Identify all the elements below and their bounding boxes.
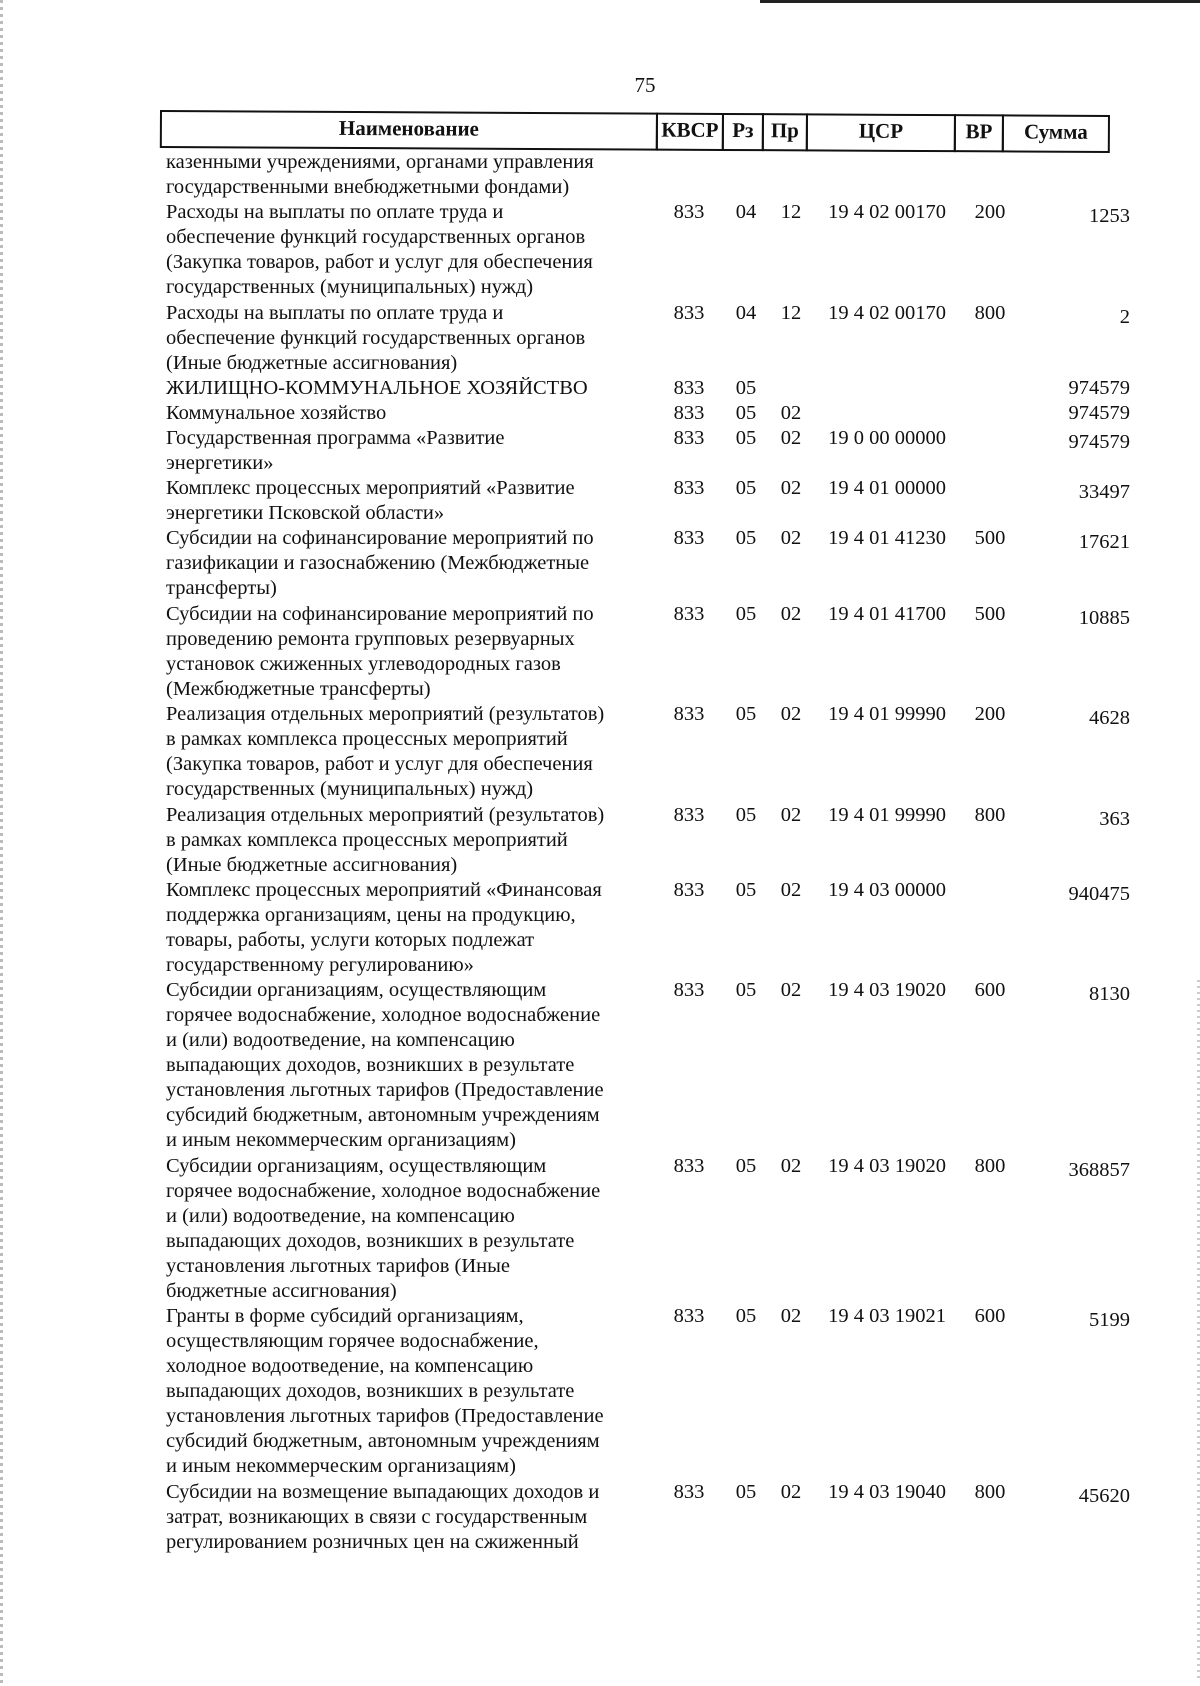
row-name-line: бюджетные ассигнования)	[166, 1279, 397, 1302]
row-name-line: Государственная программа «Развитие	[166, 427, 505, 450]
row-name-line: Коммунальное хозяйство	[166, 401, 387, 424]
cell-csr: 19 4 03 00000	[828, 878, 946, 901]
cell-kvsr: 833	[673, 376, 705, 399]
cell-kvsr: 833	[673, 401, 705, 424]
row-name-line: Реализация отдельных мероприятий (результатов)	[166, 803, 605, 826]
page-number: 75	[634, 73, 656, 97]
cell-sum: 2	[1119, 305, 1130, 328]
row-name-line: энергетики Псковской области»	[166, 502, 445, 525]
row-name-line: Расходы на выплаты по оплате труда и	[166, 301, 504, 324]
cell-kvsr: 833	[673, 427, 705, 450]
table-row	[0, 978, 1200, 1154]
row-name-line: (Иные бюджетные ассигнования)	[166, 853, 458, 876]
cell-kvsr: 833	[673, 878, 705, 901]
cell-vr: 800	[974, 1154, 1006, 1177]
cell-csr: 19 0 00 00000	[828, 427, 946, 450]
cell-rz: 05	[735, 878, 757, 901]
cell-rz: 05	[735, 1154, 757, 1177]
row-name-line: (Закупка товаров, работ и услуг для обеспечения	[166, 251, 593, 274]
cell-vr: 600	[974, 1305, 1006, 1328]
cell-kvsr: 833	[673, 1305, 705, 1328]
row-name-line: трансферты)	[166, 577, 277, 600]
table-row	[0, 526, 1200, 601]
header-vr: ВР	[954, 114, 1004, 152]
cell-csr: 19 4 01 99990	[828, 803, 946, 826]
cell-kvsr: 833	[673, 979, 705, 1002]
cell-kvsr: 833	[673, 703, 705, 726]
row-name-line: ЖИЛИЩНО-КОММУНАЛЬНОЕ ХОЗЯЙСТВО	[166, 376, 588, 399]
row-name-line: Субсидии на возмещение выпадающих доходов и	[166, 1481, 600, 1504]
row-name-line: холодное водоотведение, на компенсацию	[166, 1355, 534, 1378]
cell-rz: 05	[735, 803, 757, 826]
cell-sum: 940475	[1068, 882, 1130, 905]
row-name-line: и (или) водоотведение, на компенсацию	[166, 1029, 515, 1052]
table-row	[0, 150, 1200, 200]
cell-sum: 974579	[1068, 376, 1130, 399]
table-row	[0, 878, 1200, 978]
row-name-line: выпадающих доходов, возникших в результате	[166, 1054, 575, 1077]
cell-sum: 33497	[1078, 481, 1130, 504]
cell-csr: 19 4 03 19020	[828, 979, 946, 1002]
row-name-line: Комплекс процессных мероприятий «Финансовая	[166, 878, 602, 901]
row-name	[166, 803, 646, 878]
cell-rz: 05	[735, 602, 757, 625]
row-name	[166, 426, 646, 476]
row-name-line: проведению ремонта групповых резервуарных	[166, 627, 575, 650]
row-name-line: энергетики»	[166, 452, 274, 475]
row-name	[166, 878, 646, 978]
row-name-line: газификации и газоснабжению (Межбюджетные	[166, 552, 590, 575]
row-name-line: Субсидии организациям, осуществляющим	[166, 1154, 547, 1177]
cell-vr: 200	[974, 703, 1006, 726]
table-row	[0, 200, 1200, 300]
cell-vr: 800	[974, 1481, 1006, 1504]
cell-vr: 500	[974, 602, 1006, 625]
table-row	[0, 1480, 1200, 1555]
row-name-line: государственному регулированию»	[166, 953, 474, 976]
row-name-line: государственными внебюджетными фондами)	[166, 176, 570, 198]
row-name-line: и иным некоммерческим организациям)	[166, 1129, 516, 1152]
cell-sum: 8130	[1089, 983, 1130, 1006]
table-row	[0, 401, 1200, 426]
cell-vr: 800	[974, 301, 1006, 324]
row-name-line: государственных (муниципальных) нужд)	[166, 778, 534, 801]
cell-csr: 19 4 02 00170	[828, 201, 946, 224]
row-name-line: товары, работы, услуги которых подлежат	[166, 928, 535, 951]
cell-sum: 974579	[1068, 431, 1130, 454]
row-name-line: государственных (муниципальных) нужд)	[166, 276, 534, 299]
cell-csr: 19 4 01 41700	[828, 602, 946, 625]
table-row	[0, 1304, 1200, 1480]
row-name-line: Субсидии организациям, осуществляющим	[166, 979, 547, 1002]
cell-rz: 05	[735, 427, 757, 450]
cell-kvsr: 833	[673, 477, 705, 500]
cell-vr: 500	[974, 527, 1006, 550]
cell-rz: 05	[735, 527, 757, 550]
row-name	[166, 526, 646, 601]
row-name	[166, 978, 646, 1153]
cell-sum: 4628	[1089, 707, 1130, 730]
cell-kvsr: 833	[673, 527, 705, 550]
cell-kvsr: 833	[673, 1481, 705, 1504]
row-name-line: Субсидии на софинансирование мероприятий по	[166, 527, 594, 550]
row-name-line: Субсидии на софинансирование мероприятий по	[166, 602, 594, 625]
row-name-line: установления льготных тарифов (Предоставление	[166, 1405, 604, 1428]
row-name	[166, 1480, 646, 1555]
row-name-line: субсидий бюджетным, автономным учреждениям	[166, 1104, 600, 1127]
row-name-line: (Межбюджетные трансферты)	[166, 677, 431, 700]
cell-rz: 05	[735, 477, 757, 500]
row-name	[166, 200, 646, 300]
cell-sum: 45620	[1078, 1485, 1130, 1508]
cell-pr: 02	[780, 878, 802, 901]
row-name-line: установления льготных тарифов (Предоставление	[166, 1079, 604, 1102]
row-name	[166, 702, 646, 802]
row-name-line: поддержка организациям, цены на продукцию,	[166, 903, 576, 926]
cell-csr: 19 4 03 19021	[828, 1305, 946, 1328]
row-name-line: выпадающих доходов, возникших в результате	[166, 1229, 575, 1252]
cell-pr: 02	[780, 703, 802, 726]
row-name-line: регулированием розничных цен на сжиженный	[166, 1531, 579, 1554]
row-name	[166, 1304, 646, 1479]
cell-rz: 05	[735, 401, 757, 424]
row-name-line: (Закупка товаров, работ и услуг для обеспечения	[166, 753, 593, 776]
row-name-line: Расходы на выплаты по оплате труда и	[166, 201, 504, 224]
cell-pr: 02	[780, 477, 802, 500]
row-name-line: выпадающих доходов, возникших в результате	[166, 1380, 575, 1403]
table-row	[0, 803, 1200, 878]
cell-csr: 19 4 02 00170	[828, 301, 946, 324]
row-name-line: субсидий бюджетным, автономным учреждениям	[166, 1430, 600, 1453]
cell-vr: 800	[974, 803, 1006, 826]
row-name-line: затрат, возникающих в связи с государственным	[166, 1506, 588, 1529]
top-edge-rule	[760, 0, 1200, 3]
cell-sum: 10885	[1078, 606, 1130, 629]
cell-pr: 02	[780, 527, 802, 550]
cell-sum: 5199	[1089, 1309, 1130, 1332]
row-name-line: и (или) водоотведение, на компенсацию	[166, 1204, 515, 1227]
row-name-line: в рамках комплекса процессных мероприятий	[166, 828, 568, 851]
cell-rz: 05	[735, 703, 757, 726]
row-name-line: обеспечение функций государственных органов	[166, 226, 586, 249]
header-sum: Сумма	[1002, 114, 1110, 153]
table-row	[0, 476, 1200, 526]
cell-kvsr: 833	[673, 201, 705, 224]
header-csr: ЦСР	[806, 113, 956, 152]
row-name	[166, 602, 646, 702]
header-rz: Рз	[722, 113, 764, 151]
cell-pr: 02	[780, 803, 802, 826]
row-name-line: установок сжиженных углеводородных газов	[166, 652, 561, 675]
cell-rz: 05	[735, 979, 757, 1002]
cell-pr: 12	[780, 301, 802, 324]
cell-pr: 02	[780, 427, 802, 450]
cell-pr: 02	[780, 602, 802, 625]
cell-pr: 02	[780, 979, 802, 1002]
row-name	[166, 1154, 646, 1304]
row-name	[166, 150, 646, 200]
row-name-line: обеспечение функций государственных органов	[166, 326, 586, 349]
row-name-line: Комплекс процессных мероприятий «Развитие	[166, 477, 575, 500]
cell-pr: 02	[780, 401, 802, 424]
cell-rz: 05	[735, 1481, 757, 1504]
cell-csr: 19 4 01 99990	[828, 703, 946, 726]
row-name	[166, 376, 646, 401]
row-name	[166, 401, 646, 426]
cell-kvsr: 833	[673, 301, 705, 324]
row-name-line: установления льготных тарифов (Иные	[166, 1254, 510, 1277]
table-body	[0, 150, 1200, 1555]
row-name-line: Гранты в форме субсидий организациям,	[166, 1305, 524, 1328]
cell-kvsr: 833	[673, 1154, 705, 1177]
cell-sum: 974579	[1068, 401, 1130, 424]
table-row	[0, 376, 1200, 401]
row-name	[166, 476, 646, 526]
header-name: Наименование	[160, 110, 658, 151]
cell-kvsr: 833	[673, 602, 705, 625]
header-pr: Пр	[762, 113, 808, 151]
row-name-line: осуществляющим горячее водоснабжение,	[166, 1330, 539, 1353]
row-name-line: в рамках комплекса процессных мероприятий	[166, 728, 568, 751]
cell-csr: 19 4 01 00000	[828, 477, 946, 500]
header-kvsr: КВСР	[656, 113, 724, 151]
table-row	[0, 1154, 1200, 1305]
cell-sum: 17621	[1078, 531, 1130, 554]
cell-vr: 200	[974, 201, 1006, 224]
cell-csr: 19 4 03 19040	[828, 1481, 946, 1504]
cell-csr: 19 4 01 41230	[828, 527, 946, 550]
cell-sum: 368857	[1068, 1158, 1130, 1181]
row-name-line: Реализация отдельных мероприятий (результатов)	[166, 703, 605, 726]
cell-pr: 02	[780, 1154, 802, 1177]
row-name-line: казенными учреждениями, органами управления	[166, 151, 594, 173]
cell-pr: 02	[780, 1481, 802, 1504]
table-row	[0, 301, 1200, 376]
cell-rz: 04	[735, 301, 757, 324]
cell-sum: 1253	[1089, 205, 1130, 228]
row-name-line: горячее водоснабжение, холодное водоснабжение	[166, 1179, 601, 1202]
table-row	[0, 602, 1200, 702]
cell-sum: 363	[1099, 807, 1130, 830]
row-name-line: горячее водоснабжение, холодное водоснабжение	[166, 1004, 601, 1027]
row-name-line: и иным некоммерческим организациям)	[166, 1455, 516, 1478]
cell-pr: 12	[780, 201, 802, 224]
row-name-line: (Иные бюджетные ассигнования)	[166, 351, 458, 374]
table-row	[0, 426, 1200, 476]
cell-csr: 19 4 03 19020	[828, 1154, 946, 1177]
cell-rz: 05	[735, 1305, 757, 1328]
cell-vr: 600	[974, 979, 1006, 1002]
row-name	[166, 301, 646, 376]
cell-kvsr: 833	[673, 803, 705, 826]
cell-rz: 05	[735, 376, 757, 399]
table-row	[0, 702, 1200, 802]
cell-pr: 02	[780, 1305, 802, 1328]
cell-rz: 04	[735, 201, 757, 224]
